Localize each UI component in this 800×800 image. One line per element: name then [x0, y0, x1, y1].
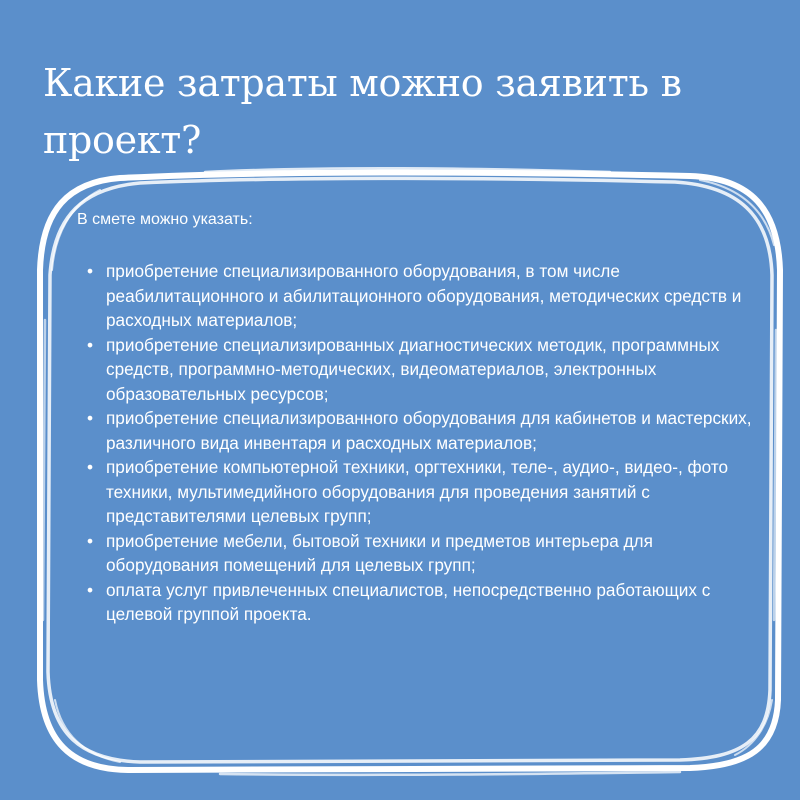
bullet-dot-icon: • — [87, 408, 94, 428]
list-item — [77, 578, 757, 627]
bullet-dot-icon: • — [87, 334, 94, 355]
list-item — [77, 406, 757, 455]
list-item-text: приобретение специализированного оборудования, в том числе реабилитационного и абилитационного оборудования, методических средств и расходных материалов; — [106, 261, 742, 330]
bullet-dot-icon: • — [87, 530, 94, 551]
list-item — [77, 259, 757, 333]
expense-list — [77, 259, 757, 627]
page-title: Какие затраты можно заявить в проект? — [43, 61, 682, 162]
list-item-text: оплата услуг привлеченных специалистов, непосредственно работающих с целевой группой проекта. — [106, 579, 711, 624]
bullet-dot-icon: • — [87, 457, 94, 477]
list-item — [77, 529, 757, 578]
bullet-dot-icon: • — [87, 579, 94, 600]
list-item — [77, 333, 757, 407]
list-item — [77, 455, 757, 529]
list-item-text: приобретение специализированных диагностических методик, программных средств, программно-методических, видеоматериалов, электронных образовательных ресурсов; — [106, 334, 720, 404]
estimate-box — [77, 208, 757, 627]
list-item-text: приобретение компьютерной техники, оргтехники, теле-, аудио-, видео-, фото техники, мультимедийного оборудования для проведения занятий с представителями целевых групп; — [106, 457, 729, 526]
list-item-text: приобретение мебели, бытовой техники и предметов интерьера для оборудования помещений для целевых групп; — [106, 530, 653, 575]
bullet-dot-icon: • — [87, 261, 94, 281]
list-item-text: приобретение специализированного оборудования для кабинетов и мастерских, различного вида инвентаря и расходных материалов; — [106, 408, 752, 453]
intro-text: В смете можно указать: — [77, 211, 253, 228]
